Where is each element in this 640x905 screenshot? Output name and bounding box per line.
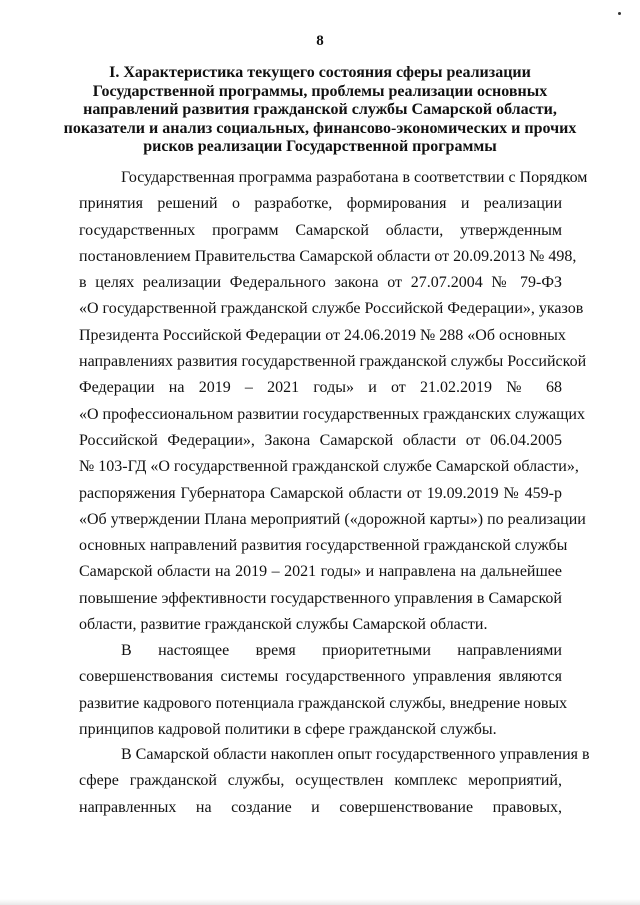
text-line: развитие кадрового потенциала гражданской службы, внедрение новых bbox=[79, 694, 568, 712]
text-line: «О государственной гражданской службе Российской Федерации», указов bbox=[79, 300, 584, 318]
text-line: области, развитие гражданской службы Самарской области. bbox=[79, 616, 488, 634]
text-line: повышение эффективности государственного управления в Самарской bbox=[79, 589, 562, 607]
text-line: в целях реализации Федерального закона от 27.07.2004 № 79-ФЗ bbox=[79, 274, 562, 292]
page-number: 8 bbox=[316, 33, 324, 49]
text-line: В настоящее время приоритетными направлениями bbox=[121, 642, 562, 659]
heading-line: направлений развития гражданской службы Самарской области, bbox=[83, 101, 557, 118]
text-line: сфере гражданской службы, осуществлен комплекс мероприятий, bbox=[79, 772, 562, 790]
heading-line: Государственной программы, проблемы реализации основных bbox=[92, 82, 548, 100]
text-line: Президента Российской Федерации от 24.06.2019 № 288 «Об основных bbox=[79, 326, 566, 344]
heading-line: показатели и анализ социальных, финансово-экономических и прочих bbox=[63, 119, 577, 137]
text-line: В Самарской области накоплен опыт государственного управления в bbox=[121, 746, 590, 763]
text-line: Самарской области на 2019 – 2021 годы» и направлена на дальнейшее bbox=[79, 563, 562, 581]
scan-bottom-edge bbox=[0, 899, 640, 905]
text-line: Федерации на 2019 – 2021 годы» и от 21.02.2019 № 68 bbox=[79, 379, 562, 397]
text-line: совершенствования системы государственного управления являются bbox=[79, 668, 562, 686]
text-line: «Об утверждении Плана мероприятий («дорожной карты») по реализации bbox=[79, 510, 586, 528]
scan-speck bbox=[618, 12, 621, 15]
text-line: принятия решений о разработке, формирования и реализации bbox=[79, 195, 562, 213]
text-line: направленных на создание и совершенствование правовых, bbox=[79, 798, 562, 816]
text-line: Государственная программа разработана в соответствии с Порядком bbox=[121, 169, 588, 186]
text-line: распоряжения Губернатора Самарской области от 19.09.2019 № 459-р bbox=[79, 484, 562, 502]
text-line: «О профессиональном развитии государственных гражданских служащих bbox=[79, 405, 585, 423]
text-line: направлениях развития государственной гражданской службы Российской bbox=[79, 353, 587, 371]
paragraph-experience bbox=[79, 742, 590, 821]
text-line: постановлением Правительства Самарской области от 20.09.2013 № 498, bbox=[79, 247, 577, 265]
heading-line: I. Характеристика текущего состояния сферы реализации bbox=[109, 64, 531, 81]
text-line: государственных программ Самарской области, утвержденным bbox=[79, 221, 562, 239]
text-line: № 103-ГД «О государственной гражданской службе Самарской области», bbox=[79, 458, 579, 476]
text-line: основных направлений развития государственной гражданской службы bbox=[79, 537, 568, 555]
paragraph-program-basis bbox=[79, 165, 588, 638]
paragraph-priorities bbox=[79, 638, 568, 743]
text-line: Российской Федерации», Закона Самарской области от 06.04.2005 bbox=[79, 431, 562, 449]
heading-line: рисков реализации Государственной программы bbox=[143, 138, 497, 155]
text-line: принципов кадровой политики в сфере гражданской службы. bbox=[79, 720, 497, 738]
section-heading bbox=[60, 64, 580, 157]
